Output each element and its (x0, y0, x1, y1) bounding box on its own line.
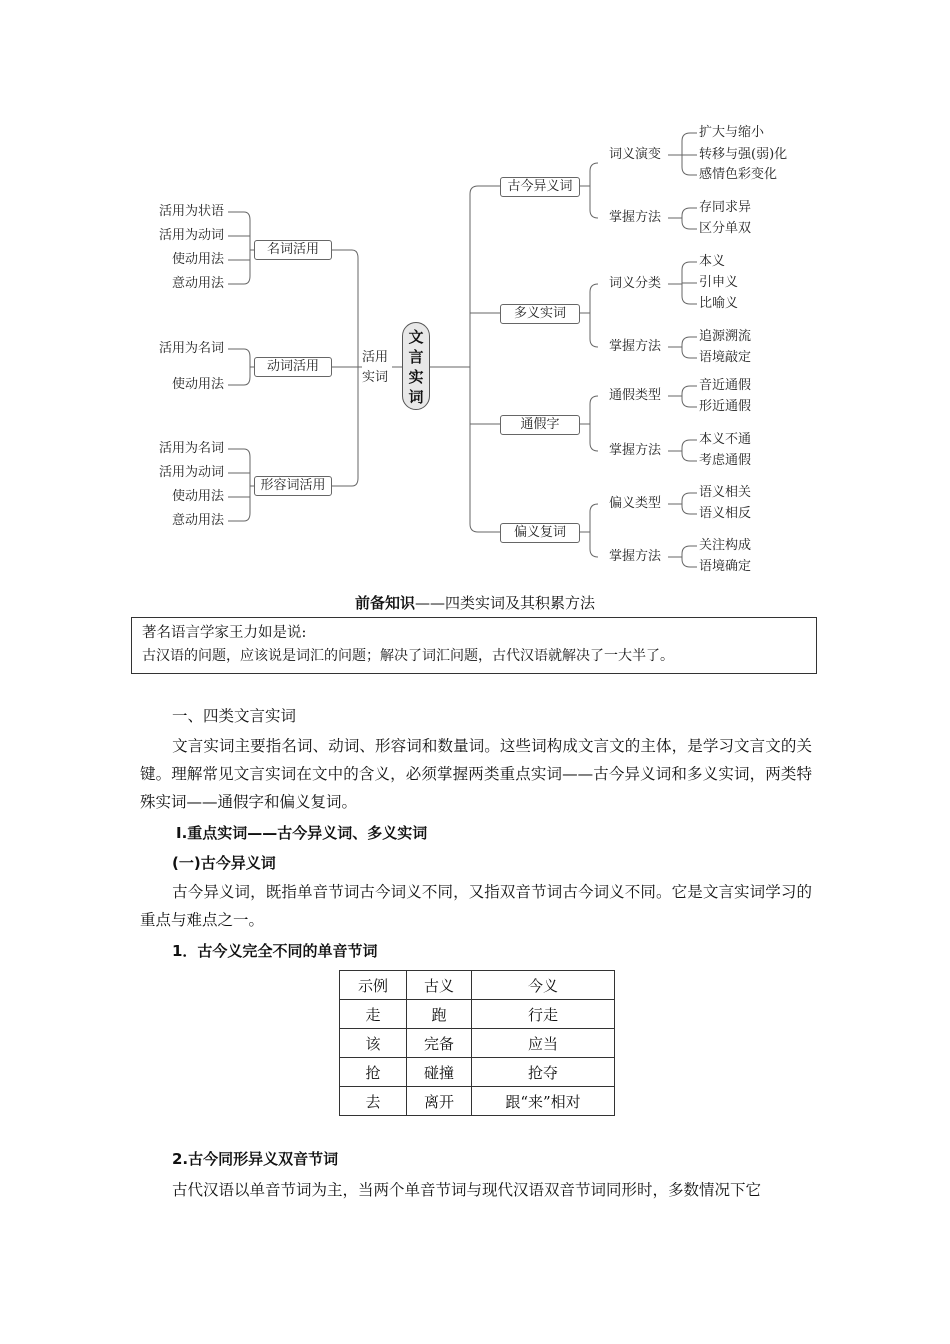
left-trunk-label-1: 活用 (362, 350, 389, 365)
table-cell: 碰撞 (407, 1058, 472, 1087)
table-cell: 抢 (340, 1058, 407, 1087)
left-group-1: 名词活用 (254, 240, 332, 260)
right-leaf: 感情色彩变化 (699, 167, 778, 182)
right-branch-2: 多义实词 (500, 304, 580, 324)
table-cell: 离开 (407, 1087, 472, 1116)
mind-map (0, 0, 950, 590)
root-node: 文 言 实 词 (402, 322, 430, 410)
right-leaf: 语义相反 (699, 506, 752, 521)
table-row (340, 1000, 615, 1029)
right-leaf: 形近通假 (699, 399, 752, 414)
table-cell: 去 (340, 1087, 407, 1116)
right-leaf: 比喻义 (699, 296, 739, 311)
table-cell: 跟“来”相对 (472, 1087, 615, 1116)
paragraph-3: 古代汉语以单音节词为主，当两个单音节词与现代汉语双音节词同形时，多数情况下它 (172, 1181, 762, 1199)
table-cell: 走 (340, 1000, 407, 1029)
table-cell: 完备 (407, 1029, 472, 1058)
right-leaf: 转移与强(弱)化 (699, 147, 788, 162)
left-leaf: 意动用法 (171, 513, 224, 528)
right-leaf: 扩大与缩小 (699, 125, 765, 140)
table-cell: 抢夺 (472, 1058, 615, 1087)
heading-2: (一)古今异义词 (172, 854, 276, 872)
right-leaf: 本义不通 (699, 432, 752, 447)
table-cell: 应当 (472, 1029, 615, 1058)
table-header: 古义 (407, 971, 472, 1000)
table-row (340, 1087, 615, 1116)
right-branch-3: 通假字 (500, 415, 580, 435)
table-cell: 该 (340, 1029, 407, 1058)
right-leaf: 引申义 (699, 275, 739, 290)
section-title: 一、四类文言实词 (172, 707, 297, 725)
table-header: 示例 (340, 971, 407, 1000)
left-group-2: 动词活用 (254, 357, 332, 377)
table-cell: 行走 (472, 1000, 615, 1029)
left-leaf: 使动用法 (171, 377, 224, 392)
table-row (340, 1029, 615, 1058)
left-leaf: 意动用法 (171, 276, 224, 291)
quote-line-2: 古汉语的问题，应该说是词汇的问题；解决了词汇问题，古代汉语就解决了一大半了。 (142, 648, 674, 664)
table-header-row (340, 971, 615, 1000)
right-leaf: 关注构成 (699, 538, 752, 553)
left-leaf: 活用为名词 (158, 341, 224, 356)
sub-label: 偏义类型 (609, 496, 662, 511)
table-cell: 跑 (407, 1000, 472, 1029)
table-row (340, 1058, 615, 1087)
left-leaf: 活用为动词 (158, 228, 224, 243)
left-leaf: 使动用法 (171, 489, 224, 504)
right-leaf: 考虑通假 (699, 453, 752, 468)
quote-line-1: 著名语言学家王力如是说: (142, 625, 307, 641)
heading-1: Ⅰ.重点实词——古今异义词、多义实词 (176, 824, 428, 842)
paragraph-1: 文言实词主要指名词、动词、形容词和数量词。这些词构成文言文的主体，是学习文言文的关键。理解常见文言实词在文中的含义，必须掌握两类重点实词——古今异义词和多义实词，两类特殊实词——通假字和偏义复词。 (140, 737, 812, 811)
quote-box (131, 617, 817, 674)
right-leaf: 音近通假 (699, 378, 752, 393)
right-leaf: 区分单双 (699, 221, 752, 236)
left-leaf: 活用为名词 (158, 441, 224, 456)
sub-label: 词义演变 (609, 147, 662, 162)
right-leaf: 追源溯流 (699, 329, 752, 344)
right-branch-1: 古今异义词 (500, 177, 580, 197)
left-leaf: 使动用法 (171, 252, 224, 267)
caption-bold: 前备知识 (354, 594, 415, 612)
table-header: 今义 (472, 971, 615, 1000)
sub-label: 掌握方法 (609, 210, 662, 225)
right-leaf: 语义相关 (699, 485, 752, 500)
right-leaf: 存同求异 (699, 200, 752, 215)
right-leaf: 语境敲定 (699, 350, 752, 365)
heading-3: 1．古今义完全不同的单音节词 (172, 942, 378, 960)
word-table (339, 970, 615, 1116)
left-leaf: 活用为状语 (158, 204, 224, 219)
right-branch-4: 偏义复词 (500, 523, 580, 543)
caption-rest: ——四类实词及其积累方法 (415, 594, 596, 612)
paragraph-2: 古今异义词，既指单音节词古今词义不同，又指双音节词古今词义不同。它是文言实词学习的重点与难点之一。 (140, 883, 812, 929)
sub-label: 词义分类 (609, 276, 662, 291)
heading-4: 2.古今同形异义双音节词 (172, 1150, 339, 1168)
right-leaf: 语境确定 (699, 559, 752, 574)
left-leaf: 活用为动词 (158, 465, 224, 480)
sub-label: 掌握方法 (609, 549, 662, 564)
left-trunk-label-2: 实词 (362, 370, 389, 385)
sub-label: 通假类型 (609, 388, 662, 403)
right-leaf: 本义 (699, 254, 726, 269)
sub-label: 掌握方法 (609, 443, 662, 458)
left-group-3: 形容词活用 (254, 476, 332, 496)
sub-label: 掌握方法 (609, 339, 662, 354)
figure-caption (0, 592, 950, 613)
